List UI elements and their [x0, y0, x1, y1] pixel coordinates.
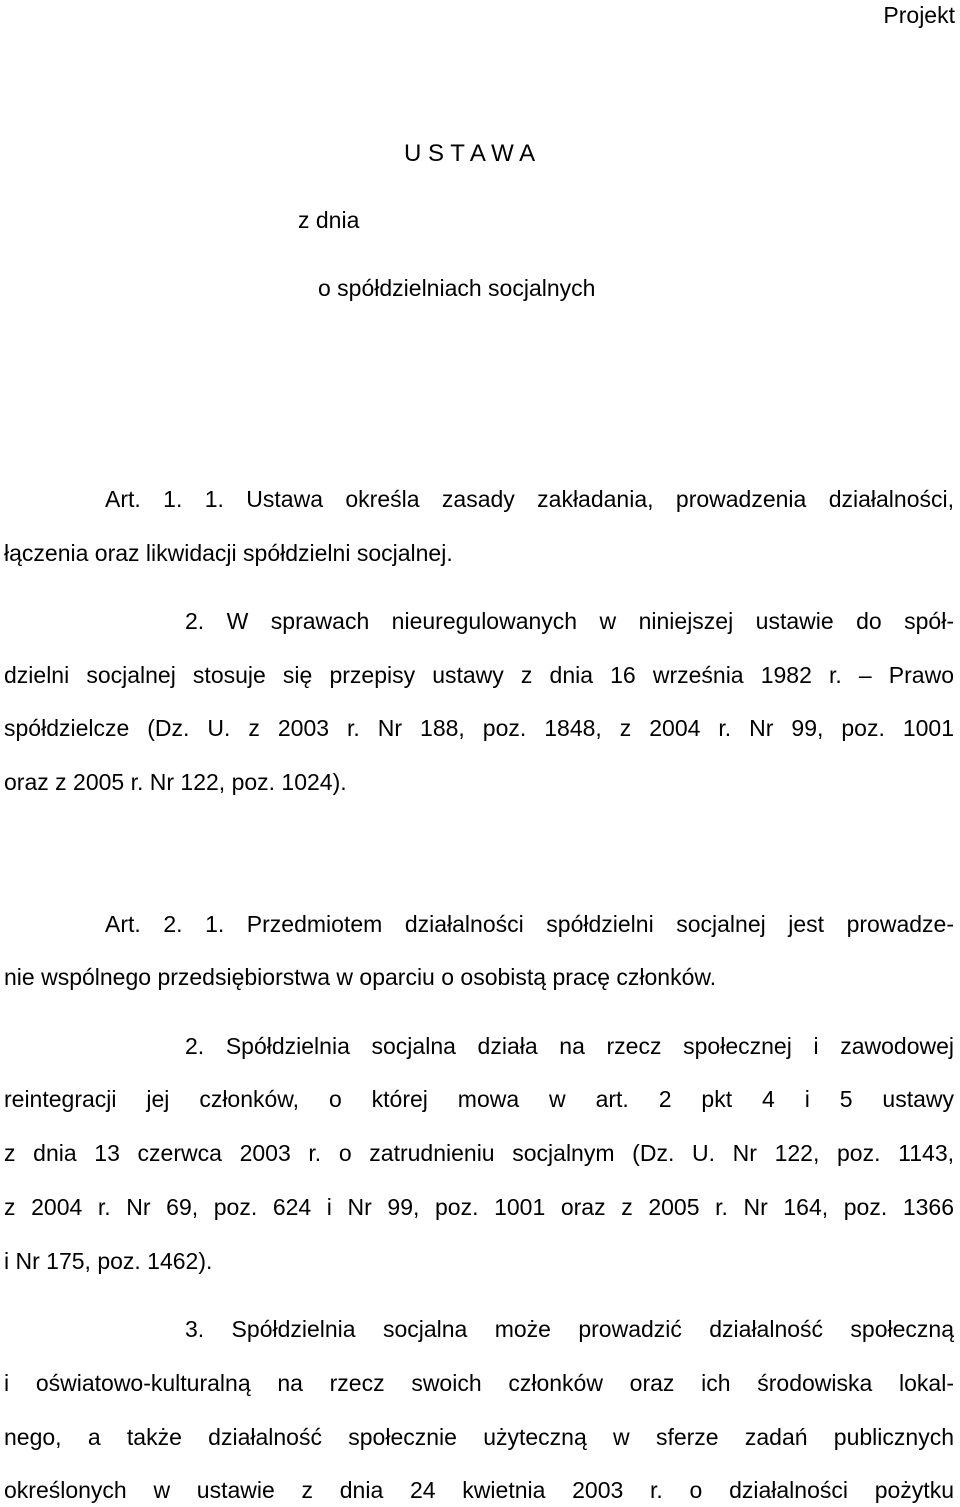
art2-p2-line1: 2. Spółdzielnia socjalna działa na rzecz społecznej i zawodowej [185, 1033, 954, 1059]
act-subject: o spółdzielniach socjalnych [318, 275, 596, 301]
art2-p2-line5: i Nr 175, poz. 1462). [4, 1248, 213, 1274]
art1-p1-line2: łączenia oraz likwidacji spółdzielni socjalnej. [4, 540, 453, 566]
art2-p2-line2: reintegracji jej członków, o której mowa w art. 2 pkt 4 i 5 ustawy [4, 1086, 954, 1112]
art2-p3-line3: nego, a także działalność społecznie użyteczną w sferze zadań publicznych [4, 1424, 954, 1450]
art2-p3-line1: 3. Spółdzielnia socjalna może prowadzić działalność społeczną [185, 1316, 954, 1342]
art2-p3-line2: i oświatowo-kulturalną na rzecz swoich członków oraz ich środowiska lokal- [4, 1370, 954, 1396]
art1-p2-line3: spółdzielcze (Dz. U. z 2003 r. Nr 188, poz. 1848, z 2004 r. Nr 99, poz. 1001 [4, 715, 954, 741]
art1-p1-line1: Art. 1. 1. Ustawa określa zasady zakładania, prowadzenia działalności, [105, 486, 954, 512]
act-title: U S T A W A [404, 140, 536, 167]
draft-label: Projekt [883, 2, 955, 28]
art2-p2-line3: z dnia 13 czerwca 2003 r. o zatrudnieniu socjalnym (Dz. U. Nr 122, poz. 1143, [4, 1140, 954, 1166]
art2-p1-line1: Art. 2. 1. Przedmiotem działalności spółdzielni socjalnej jest prowadze- [105, 911, 954, 937]
art1-p2-line1: 2. W sprawach nieuregulowanych w niniejszej ustawie do spół- [185, 608, 954, 634]
art1-p2-line4: oraz z 2005 r. Nr 122, poz. 1024). [4, 769, 347, 795]
art2-p2-line4: z 2004 r. Nr 69, poz. 624 i Nr 99, poz. 1001 oraz z 2005 r. Nr 164, poz. 1366 [4, 1194, 954, 1220]
act-date: z dnia [298, 207, 360, 233]
art2-p1-line2: nie wspólnego przedsiębiorstwa w oparciu o osobistą pracę członków. [4, 964, 717, 990]
art2-p3-line4: określonych w ustawie z dnia 24 kwietnia 2003 r. o działalności pożytku [4, 1477, 954, 1503]
art1-p2-line2: dzielni socjalnej stosuje się przepisy ustawy z dnia 16 września 1982 r. – Prawo [4, 662, 954, 688]
